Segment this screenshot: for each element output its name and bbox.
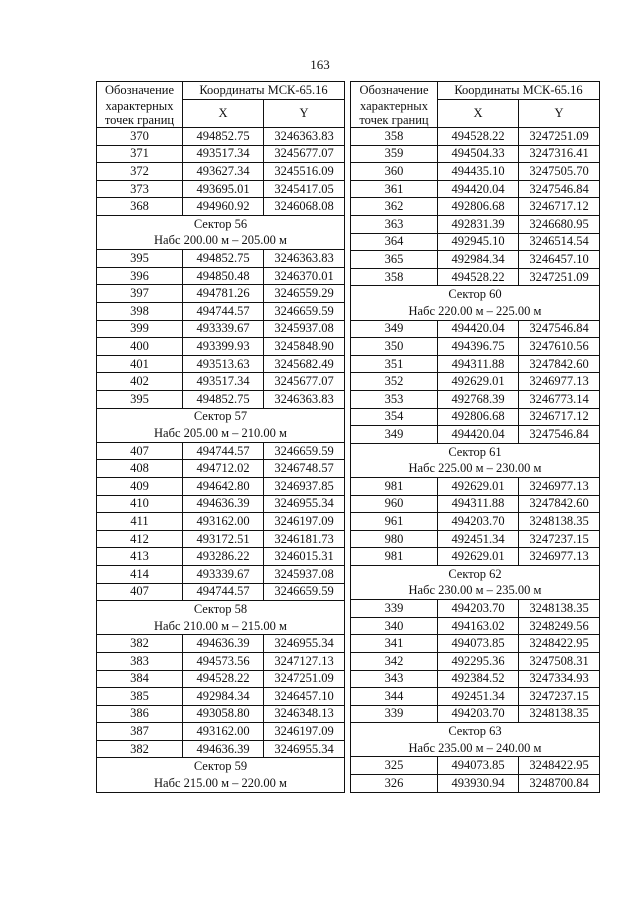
sector-range: Набс 210.00 м – 215.00 м bbox=[97, 618, 345, 635]
coordinates-table-left bbox=[96, 81, 345, 793]
point-cell: 362 bbox=[351, 198, 438, 216]
point-cell: 365 bbox=[351, 251, 438, 269]
point-cell: 383 bbox=[97, 652, 183, 670]
point-cell: 371 bbox=[97, 145, 183, 163]
sector-title-row bbox=[97, 216, 345, 233]
table-row bbox=[97, 548, 345, 566]
sector-title-row bbox=[351, 286, 600, 303]
table-row bbox=[351, 600, 600, 618]
x-cell: 494636.39 bbox=[183, 635, 264, 653]
table-row bbox=[351, 775, 600, 793]
point-cell: 961 bbox=[351, 513, 438, 531]
sector-title-row bbox=[351, 723, 600, 740]
table-row bbox=[351, 128, 600, 146]
header-label-line1: Обозначение bbox=[97, 82, 183, 100]
table-row bbox=[351, 391, 600, 409]
point-cell: 341 bbox=[351, 635, 438, 653]
table-row bbox=[97, 583, 345, 601]
point-cell: 368 bbox=[97, 198, 183, 216]
y-cell: 3245417.05 bbox=[264, 180, 345, 198]
table-row bbox=[97, 688, 345, 706]
y-cell: 3246363.83 bbox=[264, 250, 345, 268]
x-cell: 494528.22 bbox=[183, 670, 264, 688]
table-row bbox=[351, 338, 600, 356]
y-cell: 3248422.95 bbox=[519, 635, 600, 653]
table-header-row bbox=[351, 99, 600, 128]
x-cell: 494712.02 bbox=[183, 460, 264, 478]
y-cell: 3247251.09 bbox=[264, 670, 345, 688]
y-cell: 3245682.49 bbox=[264, 355, 345, 373]
table-row bbox=[351, 688, 600, 706]
y-cell: 3247842.60 bbox=[519, 355, 600, 373]
x-cell: 493162.00 bbox=[183, 513, 264, 531]
x-cell: 494781.26 bbox=[183, 285, 264, 303]
y-cell: 3246955.34 bbox=[264, 495, 345, 513]
y-cell: 3246977.13 bbox=[519, 373, 600, 391]
y-cell: 3246977.13 bbox=[519, 548, 600, 566]
table-row bbox=[351, 635, 600, 653]
point-cell: 360 bbox=[351, 163, 438, 181]
table-row bbox=[351, 652, 600, 670]
x-cell: 492945.10 bbox=[438, 233, 519, 251]
x-cell: 494636.39 bbox=[183, 495, 264, 513]
table-row bbox=[351, 216, 600, 234]
point-cell: 402 bbox=[97, 373, 183, 391]
sector-range: Набс 225.00 м – 230.00 м bbox=[351, 460, 600, 477]
y-cell: 3246068.08 bbox=[264, 198, 345, 216]
x-cell: 492768.39 bbox=[438, 391, 519, 409]
table-header-row bbox=[351, 82, 600, 100]
x-cell: 494073.85 bbox=[438, 757, 519, 775]
table-row bbox=[97, 723, 345, 741]
y-cell: 3246457.10 bbox=[519, 251, 600, 269]
point-cell: 343 bbox=[351, 670, 438, 688]
table-header-row bbox=[97, 82, 345, 100]
header-label bbox=[351, 99, 438, 128]
table-row bbox=[97, 442, 345, 460]
table-row bbox=[351, 180, 600, 198]
y-cell: 3247334.93 bbox=[519, 670, 600, 688]
y-cell: 3246748.57 bbox=[264, 460, 345, 478]
point-cell: 409 bbox=[97, 477, 183, 495]
y-cell: 3248138.35 bbox=[519, 705, 600, 723]
header-col-y: Y bbox=[519, 99, 600, 128]
x-cell: 493517.34 bbox=[183, 145, 264, 163]
sector-range-row bbox=[97, 775, 345, 792]
table-row bbox=[351, 495, 600, 513]
x-cell: 494203.70 bbox=[438, 600, 519, 618]
point-cell: 364 bbox=[351, 233, 438, 251]
x-cell: 493517.34 bbox=[183, 373, 264, 391]
table-row bbox=[97, 460, 345, 478]
y-cell: 3246773.14 bbox=[519, 391, 600, 409]
point-cell: 339 bbox=[351, 600, 438, 618]
x-cell: 494073.85 bbox=[438, 635, 519, 653]
y-cell: 3245937.08 bbox=[264, 565, 345, 583]
x-cell: 494960.92 bbox=[183, 198, 264, 216]
x-cell: 494852.75 bbox=[183, 128, 264, 146]
x-cell: 494642.80 bbox=[183, 477, 264, 495]
x-cell: 493627.34 bbox=[183, 163, 264, 181]
sector-range: Набс 230.00 м – 235.00 м bbox=[351, 583, 600, 600]
x-cell: 493058.80 bbox=[183, 705, 264, 723]
x-cell: 494850.48 bbox=[183, 267, 264, 285]
table-row bbox=[97, 180, 345, 198]
y-cell: 3245677.07 bbox=[264, 373, 345, 391]
y-cell: 3246370.01 bbox=[264, 267, 345, 285]
point-cell: 352 bbox=[351, 373, 438, 391]
sector-title-row bbox=[351, 565, 600, 582]
table-row bbox=[97, 303, 345, 321]
y-cell: 3246977.13 bbox=[519, 477, 600, 495]
point-cell: 342 bbox=[351, 652, 438, 670]
sector-range-row bbox=[351, 460, 600, 477]
coordinates-table-right bbox=[350, 81, 600, 793]
x-cell: 494311.88 bbox=[438, 495, 519, 513]
sector-title: Сектор 60 bbox=[351, 286, 600, 303]
x-cell: 493172.51 bbox=[183, 530, 264, 548]
y-cell: 3248422.95 bbox=[519, 757, 600, 775]
header-col-x: X bbox=[438, 99, 519, 128]
sector-title: Сектор 57 bbox=[97, 408, 345, 425]
table-row bbox=[351, 705, 600, 723]
x-cell: 493930.94 bbox=[438, 775, 519, 793]
sector-title: Сектор 59 bbox=[97, 758, 345, 775]
y-cell: 3246937.85 bbox=[264, 477, 345, 495]
y-cell: 3247237.15 bbox=[519, 530, 600, 548]
table-header-row bbox=[97, 99, 345, 128]
point-cell: 386 bbox=[97, 705, 183, 723]
point-cell: 385 bbox=[97, 688, 183, 706]
header-label-line3: точек границ bbox=[104, 113, 175, 128]
point-cell: 353 bbox=[351, 391, 438, 409]
table-row bbox=[97, 355, 345, 373]
table-row bbox=[351, 408, 600, 426]
table-row bbox=[97, 391, 345, 409]
point-cell: 350 bbox=[351, 338, 438, 356]
point-cell: 340 bbox=[351, 617, 438, 635]
sector-range-row bbox=[351, 303, 600, 320]
point-cell: 325 bbox=[351, 757, 438, 775]
point-cell: 414 bbox=[97, 565, 183, 583]
y-cell: 3247546.84 bbox=[519, 180, 600, 198]
y-cell: 3247251.09 bbox=[519, 128, 600, 146]
header-col-y: Y bbox=[264, 99, 345, 128]
x-cell: 494420.04 bbox=[438, 320, 519, 338]
y-cell: 3245677.07 bbox=[264, 145, 345, 163]
x-cell: 494852.75 bbox=[183, 391, 264, 409]
point-cell: 382 bbox=[97, 635, 183, 653]
point-cell: 980 bbox=[351, 530, 438, 548]
y-cell: 3246197.09 bbox=[264, 513, 345, 531]
point-cell: 407 bbox=[97, 442, 183, 460]
table-row bbox=[97, 198, 345, 216]
table-row bbox=[97, 250, 345, 268]
table-row bbox=[351, 163, 600, 181]
sector-range: Набс 200.00 м – 205.00 м bbox=[97, 233, 345, 250]
table-row bbox=[97, 495, 345, 513]
y-cell: 3247610.56 bbox=[519, 338, 600, 356]
y-cell: 3246659.59 bbox=[264, 583, 345, 601]
y-cell: 3246680.95 bbox=[519, 216, 600, 234]
point-cell: 339 bbox=[351, 705, 438, 723]
table-row bbox=[351, 233, 600, 251]
point-cell: 326 bbox=[351, 775, 438, 793]
table-row bbox=[97, 513, 345, 531]
x-cell: 492806.68 bbox=[438, 198, 519, 216]
table-row bbox=[97, 145, 345, 163]
y-cell: 3247316.41 bbox=[519, 145, 600, 163]
point-cell: 407 bbox=[97, 583, 183, 601]
x-cell: 493399.93 bbox=[183, 338, 264, 356]
x-cell: 493162.00 bbox=[183, 723, 264, 741]
y-cell: 3248138.35 bbox=[519, 600, 600, 618]
table-row bbox=[97, 163, 345, 181]
table-row bbox=[97, 530, 345, 548]
point-cell: 382 bbox=[97, 740, 183, 758]
y-cell: 3247251.09 bbox=[519, 268, 600, 286]
sector-title: Сектор 58 bbox=[97, 601, 345, 618]
x-cell: 494528.22 bbox=[438, 128, 519, 146]
x-cell: 493286.22 bbox=[183, 548, 264, 566]
point-cell: 398 bbox=[97, 303, 183, 321]
x-cell: 494420.04 bbox=[438, 180, 519, 198]
sector-title: Сектор 63 bbox=[351, 723, 600, 740]
point-cell: 981 bbox=[351, 548, 438, 566]
header-label-line2: характерных bbox=[360, 99, 428, 114]
point-cell: 349 bbox=[351, 426, 438, 444]
point-cell: 373 bbox=[97, 180, 183, 198]
table-row bbox=[97, 285, 345, 303]
x-cell: 494636.39 bbox=[183, 740, 264, 758]
x-cell: 494203.70 bbox=[438, 513, 519, 531]
table-row bbox=[351, 145, 600, 163]
table-row bbox=[97, 565, 345, 583]
sector-range: Набс 205.00 м – 210.00 м bbox=[97, 425, 345, 442]
point-cell: 358 bbox=[351, 268, 438, 286]
y-cell: 3246955.34 bbox=[264, 635, 345, 653]
point-cell: 372 bbox=[97, 163, 183, 181]
x-cell: 492629.01 bbox=[438, 477, 519, 495]
sector-title-row bbox=[97, 601, 345, 618]
header-label-line3: точек границ bbox=[359, 113, 429, 128]
table-row bbox=[97, 652, 345, 670]
x-cell: 494396.75 bbox=[438, 338, 519, 356]
point-cell: 410 bbox=[97, 495, 183, 513]
header-label bbox=[97, 99, 183, 128]
table-body bbox=[97, 82, 345, 793]
sector-range-row bbox=[97, 425, 345, 442]
point-cell: 397 bbox=[97, 285, 183, 303]
y-cell: 3246659.59 bbox=[264, 303, 345, 321]
table-row bbox=[351, 617, 600, 635]
y-cell: 3246717.12 bbox=[519, 198, 600, 216]
point-cell: 359 bbox=[351, 145, 438, 163]
table-row bbox=[351, 757, 600, 775]
sector-range-row bbox=[97, 233, 345, 250]
y-cell: 3247127.13 bbox=[264, 652, 345, 670]
y-cell: 3245848.90 bbox=[264, 338, 345, 356]
point-cell: 358 bbox=[351, 128, 438, 146]
y-cell: 3246659.59 bbox=[264, 442, 345, 460]
x-cell: 493339.67 bbox=[183, 565, 264, 583]
y-cell: 3247237.15 bbox=[519, 688, 600, 706]
point-cell: 399 bbox=[97, 320, 183, 338]
header-coords-title: Координаты МСК-65.16 bbox=[183, 82, 345, 100]
sector-title-row bbox=[97, 758, 345, 775]
x-cell: 492384.52 bbox=[438, 670, 519, 688]
point-cell: 981 bbox=[351, 477, 438, 495]
table-row bbox=[97, 705, 345, 723]
y-cell: 3246363.83 bbox=[264, 391, 345, 409]
y-cell: 3247842.60 bbox=[519, 495, 600, 513]
header-coords-title: Координаты МСК-65.16 bbox=[438, 82, 600, 100]
x-cell: 494528.22 bbox=[438, 268, 519, 286]
y-cell: 3246955.34 bbox=[264, 740, 345, 758]
header-label-line1: Обозначение bbox=[351, 82, 438, 100]
header-label-line2: характерных bbox=[105, 99, 174, 114]
point-cell: 349 bbox=[351, 320, 438, 338]
point-cell: 408 bbox=[97, 460, 183, 478]
point-cell: 370 bbox=[97, 128, 183, 146]
page-number: 163 bbox=[310, 57, 330, 72]
point-cell: 412 bbox=[97, 530, 183, 548]
table-row bbox=[351, 670, 600, 688]
table-row bbox=[97, 670, 345, 688]
table-row bbox=[351, 477, 600, 495]
y-cell: 3246457.10 bbox=[264, 688, 345, 706]
point-cell: 387 bbox=[97, 723, 183, 741]
x-cell: 494744.57 bbox=[183, 583, 264, 601]
x-cell: 493339.67 bbox=[183, 320, 264, 338]
x-cell: 492806.68 bbox=[438, 408, 519, 426]
table-row bbox=[97, 740, 345, 758]
sector-title: Сектор 61 bbox=[351, 443, 600, 460]
table-row bbox=[97, 635, 345, 653]
y-cell: 3248249.56 bbox=[519, 617, 600, 635]
table-row bbox=[97, 477, 345, 495]
table-row bbox=[351, 373, 600, 391]
sector-range: Набс 215.00 м – 220.00 м bbox=[97, 775, 345, 792]
y-cell: 3246348.13 bbox=[264, 705, 345, 723]
point-cell: 400 bbox=[97, 338, 183, 356]
y-cell: 3246717.12 bbox=[519, 408, 600, 426]
sector-range: Набс 235.00 м – 240.00 м bbox=[351, 740, 600, 757]
y-cell: 3246015.31 bbox=[264, 548, 345, 566]
point-cell: 351 bbox=[351, 355, 438, 373]
y-cell: 3247546.84 bbox=[519, 426, 600, 444]
table-row bbox=[97, 320, 345, 338]
point-cell: 395 bbox=[97, 250, 183, 268]
x-cell: 494420.04 bbox=[438, 426, 519, 444]
sector-title: Сектор 62 bbox=[351, 565, 600, 582]
y-cell: 3245516.09 bbox=[264, 163, 345, 181]
x-cell: 494504.33 bbox=[438, 145, 519, 163]
x-cell: 494744.57 bbox=[183, 442, 264, 460]
x-cell: 492451.34 bbox=[438, 530, 519, 548]
y-cell: 3247505.70 bbox=[519, 163, 600, 181]
x-cell: 493513.63 bbox=[183, 355, 264, 373]
sector-range: Набс 220.00 м – 225.00 м bbox=[351, 303, 600, 320]
sector-title: Сектор 56 bbox=[97, 216, 345, 233]
x-cell: 494852.75 bbox=[183, 250, 264, 268]
y-cell: 3246514.54 bbox=[519, 233, 600, 251]
x-cell: 494203.70 bbox=[438, 705, 519, 723]
point-cell: 361 bbox=[351, 180, 438, 198]
y-cell: 3248138.35 bbox=[519, 513, 600, 531]
y-cell: 3245937.08 bbox=[264, 320, 345, 338]
x-cell: 492629.01 bbox=[438, 373, 519, 391]
table-row bbox=[351, 268, 600, 286]
x-cell: 494311.88 bbox=[438, 355, 519, 373]
x-cell: 492629.01 bbox=[438, 548, 519, 566]
y-cell: 3246197.09 bbox=[264, 723, 345, 741]
sector-title-row bbox=[97, 408, 345, 425]
table-row bbox=[97, 128, 345, 146]
table-row bbox=[351, 513, 600, 531]
table-row bbox=[97, 267, 345, 285]
sector-title-row bbox=[351, 443, 600, 460]
x-cell: 492451.34 bbox=[438, 688, 519, 706]
point-cell: 960 bbox=[351, 495, 438, 513]
y-cell: 3246559.29 bbox=[264, 285, 345, 303]
x-cell: 492831.39 bbox=[438, 216, 519, 234]
sector-range-row bbox=[351, 583, 600, 600]
x-cell: 494744.57 bbox=[183, 303, 264, 321]
point-cell: 354 bbox=[351, 408, 438, 426]
y-cell: 3247546.84 bbox=[519, 320, 600, 338]
point-cell: 384 bbox=[97, 670, 183, 688]
table-row bbox=[351, 426, 600, 444]
table-row bbox=[351, 320, 600, 338]
x-cell: 494163.02 bbox=[438, 617, 519, 635]
x-cell: 492984.34 bbox=[438, 251, 519, 269]
table-row bbox=[351, 251, 600, 269]
point-cell: 395 bbox=[97, 391, 183, 409]
table-row bbox=[97, 338, 345, 356]
point-cell: 411 bbox=[97, 513, 183, 531]
sector-range-row bbox=[97, 618, 345, 635]
point-cell: 401 bbox=[97, 355, 183, 373]
point-cell: 396 bbox=[97, 267, 183, 285]
x-cell: 494435.10 bbox=[438, 163, 519, 181]
sector-range-row bbox=[351, 740, 600, 757]
table-row bbox=[351, 355, 600, 373]
table-row bbox=[351, 530, 600, 548]
y-cell: 3248700.84 bbox=[519, 775, 600, 793]
x-cell: 494573.56 bbox=[183, 652, 264, 670]
point-cell: 363 bbox=[351, 216, 438, 234]
table-row bbox=[351, 198, 600, 216]
point-cell: 413 bbox=[97, 548, 183, 566]
table-row bbox=[97, 373, 345, 391]
point-cell: 344 bbox=[351, 688, 438, 706]
table-row bbox=[351, 548, 600, 566]
x-cell: 492984.34 bbox=[183, 688, 264, 706]
x-cell: 493695.01 bbox=[183, 180, 264, 198]
table-body bbox=[351, 82, 600, 793]
y-cell: 3247508.31 bbox=[519, 652, 600, 670]
y-cell: 3246363.83 bbox=[264, 128, 345, 146]
header-col-x: X bbox=[183, 99, 264, 128]
y-cell: 3246181.73 bbox=[264, 530, 345, 548]
x-cell: 492295.36 bbox=[438, 652, 519, 670]
